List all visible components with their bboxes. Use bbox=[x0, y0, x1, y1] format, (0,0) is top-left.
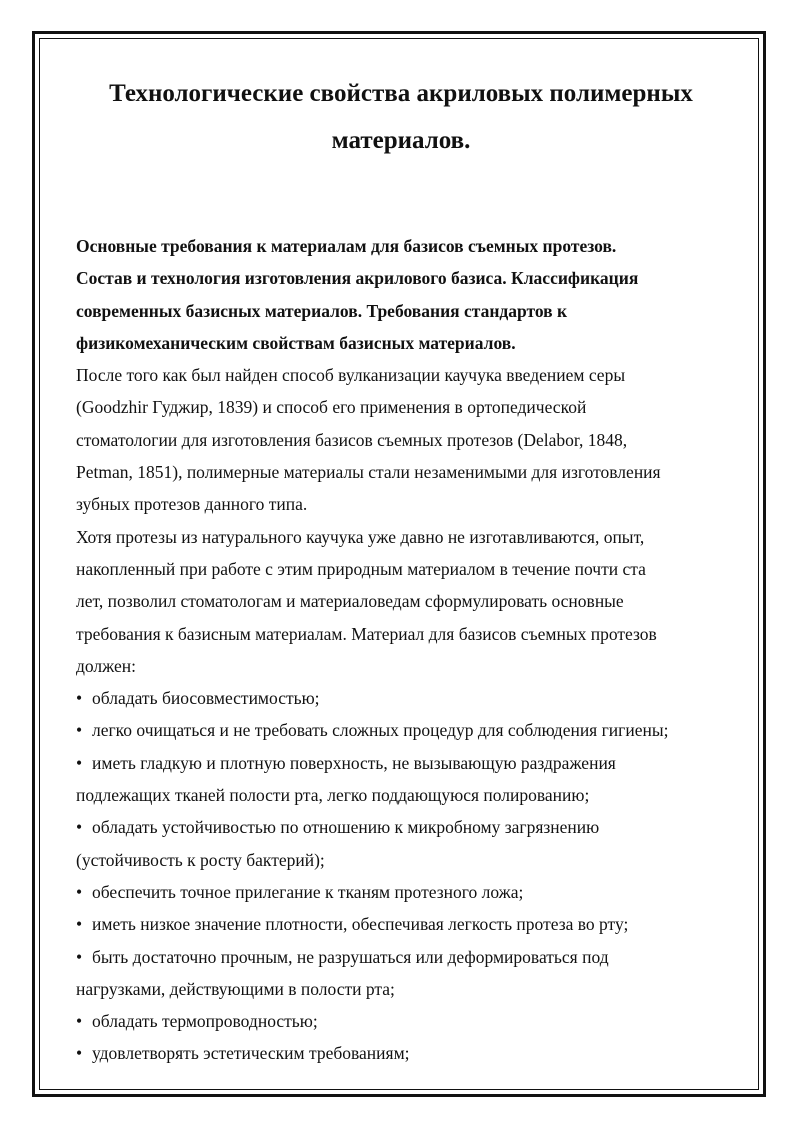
list-item-text: быть достаточно прочным, не разрушаться или деформироваться под bbox=[92, 946, 609, 967]
paragraph-line: После того как был найден способ вулканизации каучука введением серы bbox=[76, 365, 626, 386]
list-item bbox=[76, 747, 726, 812]
list-item-continuation: (устойчивость к росту бактерий); bbox=[76, 849, 325, 870]
list-item bbox=[76, 1005, 726, 1037]
bullet-icon: • bbox=[76, 752, 83, 773]
paragraph-line: стоматологии для изготовления базисов съемных протезов (Delabor, 1848, bbox=[76, 429, 628, 450]
list-item bbox=[76, 682, 726, 714]
list-item bbox=[76, 811, 726, 876]
list-item-text: обладать биосовместимостью; bbox=[92, 688, 320, 709]
list-item-text: обеспечить точное прилегание к тканям протезного ложа; bbox=[92, 881, 524, 902]
title-line-2: материалов. bbox=[331, 127, 471, 154]
list-item-text: обладать термопроводностью; bbox=[92, 1011, 318, 1032]
paragraph-line: лет, позволил стоматологам и материаловедам сформулировать основные bbox=[76, 591, 624, 612]
list-item-text: иметь низкое значение плотности, обеспечивая легкость протеза во рту; bbox=[92, 914, 629, 935]
heading-line: современных базисных материалов. Требования стандартов к bbox=[76, 300, 568, 321]
list-item-text: удовлетворять эстетическим требованиям; bbox=[92, 1043, 410, 1064]
list-item-text: обладать устойчивостью по отношению к микробному загрязнению bbox=[92, 817, 600, 838]
list-item bbox=[76, 714, 726, 746]
bullet-icon: • bbox=[76, 881, 83, 902]
document-title bbox=[76, 70, 726, 164]
bullet-icon: • bbox=[76, 720, 83, 741]
list-item-text: легко очищаться и не требовать сложных процедур для соблюдения гигиены; bbox=[92, 720, 669, 741]
paragraph-line: должен: bbox=[76, 655, 137, 676]
heading-line: Состав и технология изготовления акрилового базиса. Классификация bbox=[76, 268, 639, 289]
bullet-icon: • bbox=[76, 946, 83, 967]
list-item bbox=[76, 941, 726, 1006]
paragraph-history bbox=[76, 359, 726, 520]
paragraph-line: накопленный при работе с этим природным материалом в течение почти ста bbox=[76, 558, 646, 579]
paragraph-line: Petman, 1851), полимерные материалы стали незаменимыми для изготовления bbox=[76, 462, 661, 483]
bullet-icon: • bbox=[76, 914, 83, 935]
requirements-list bbox=[76, 682, 726, 1070]
section-heading bbox=[76, 230, 726, 359]
list-item-continuation: нагрузками, действующими в полости рта; bbox=[76, 978, 395, 999]
bullet-icon: • bbox=[76, 1011, 83, 1032]
title-line-1: Технологические свойства акриловых полимерных bbox=[109, 80, 693, 107]
list-item-text: иметь гладкую и плотную поверхность, не вызывающую раздражения bbox=[92, 752, 616, 773]
bullet-icon: • bbox=[76, 688, 83, 709]
list-item-continuation: подлежащих тканей полости рта, легко поддающуюся полированию; bbox=[76, 785, 590, 806]
list-item bbox=[76, 876, 726, 908]
bullet-icon: • bbox=[76, 1043, 83, 1064]
paragraph-line: Хотя протезы из натурального каучука уже давно не изготавливаются, опыт, bbox=[76, 526, 645, 547]
paragraph-line: (Goodzhir Гуджир, 1839) и способ его применения в ортопедической bbox=[76, 397, 587, 418]
document-body bbox=[76, 70, 726, 1070]
heading-line: Основные требования к материалам для базисов съемных протезов. bbox=[76, 236, 617, 256]
heading-line: физикомеханическим свойствам базисных материалов. bbox=[76, 332, 516, 353]
list-item bbox=[76, 908, 726, 940]
paragraph-line: требования к базисным материалам. Материал для базисов съемных протезов bbox=[76, 623, 657, 644]
paragraph-requirements bbox=[76, 521, 726, 682]
paragraph-line: зубных протезов данного типа. bbox=[76, 494, 308, 515]
bullet-icon: • bbox=[76, 817, 83, 838]
list-item bbox=[76, 1037, 726, 1069]
